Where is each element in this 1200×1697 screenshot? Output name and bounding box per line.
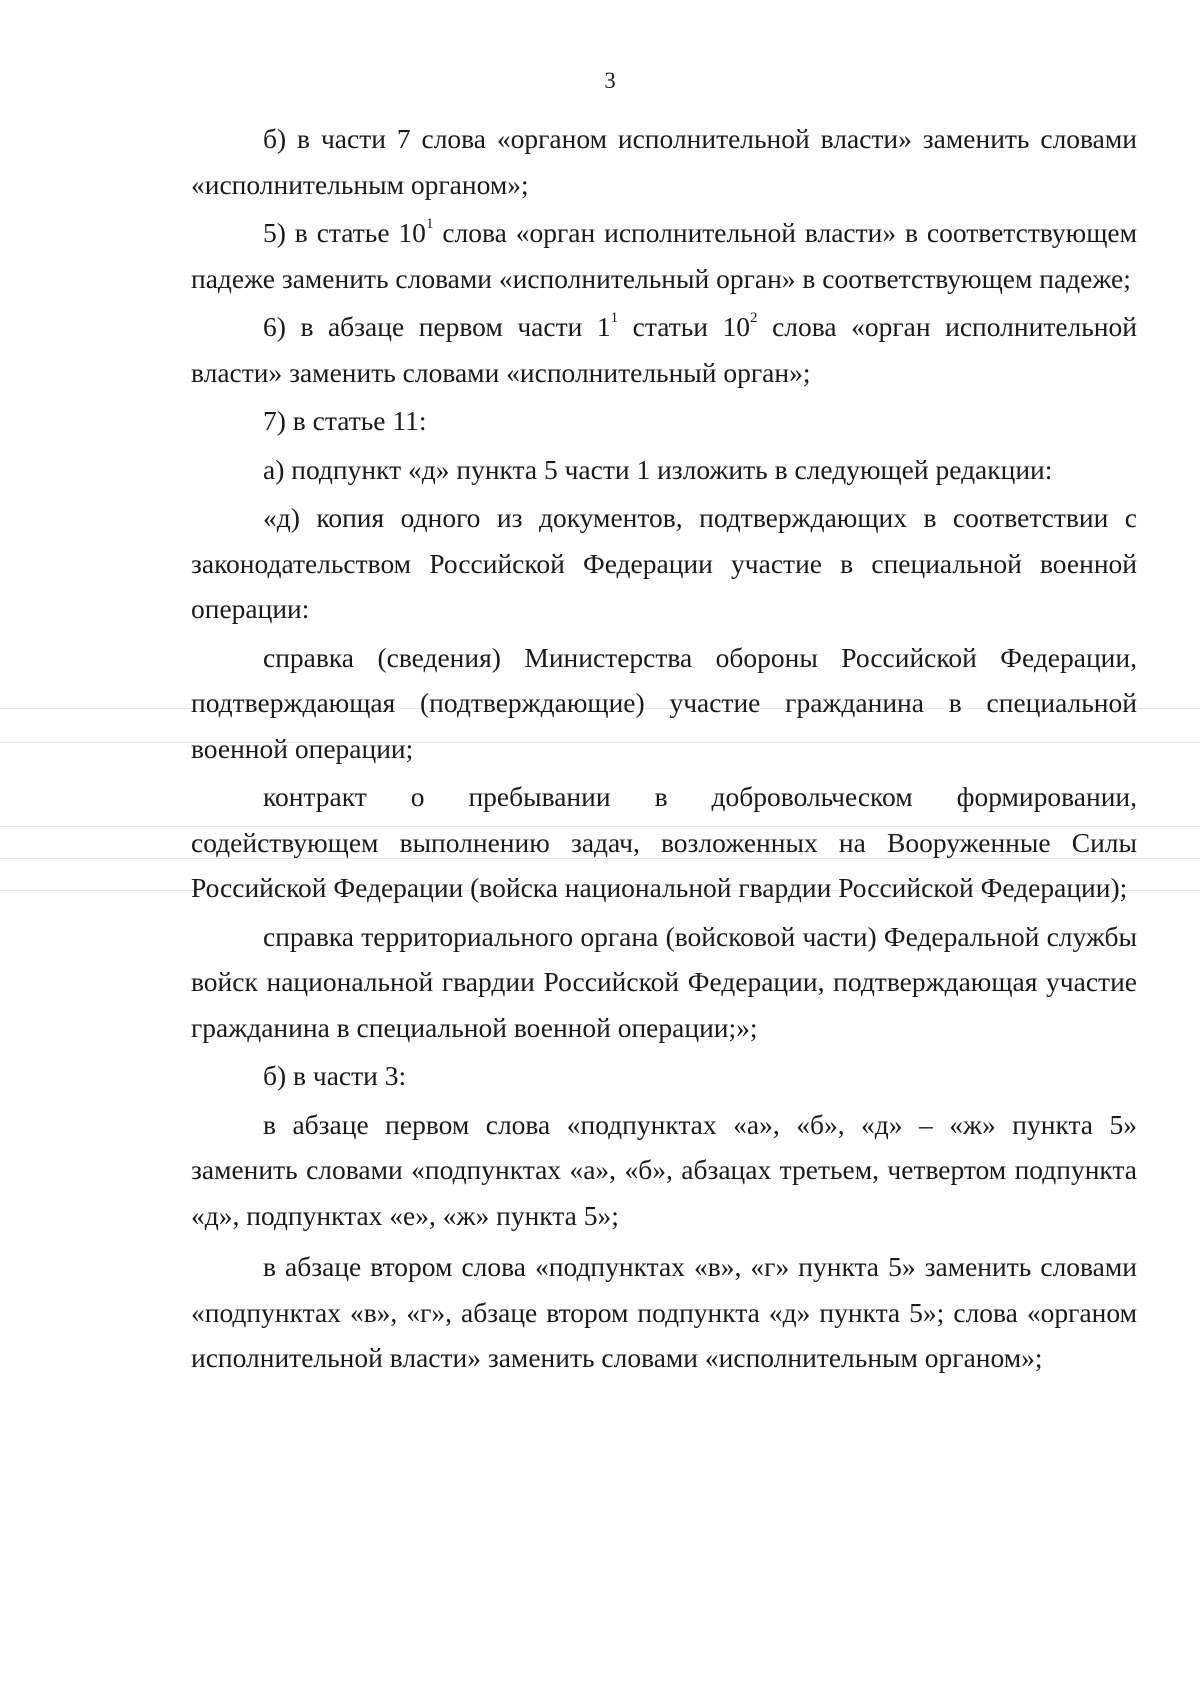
paragraph-a-subitem: а) подпункт «д» пункта 5 части 1 изложить в следующей редакции:: [263, 453, 1053, 485]
paragraph-d-copy: «д) копия одного из документов, подтверждающих в соответствии с законодательством Российской Федерации участие в специальной военной операции:: [191, 502, 1137, 624]
paragraph-defense-certificate: справка (сведения) Министерства обороны Российской Федерации, подтверждающая (подтверждающие) участие гражданина в специальной военной операции;: [191, 641, 1137, 764]
paragraph-volunteer-contract: контракт о пребывании в добровольческом формировании, содействующем выполнению задач, возложенных на Вооруженные Силы Российской Федерации (войска национальной гвардии Российской Федерации);: [191, 781, 1137, 903]
paragraph-item-7: 7) в статье 11:: [263, 405, 427, 436]
paragraph-b-part3: б) в части 3:: [263, 1060, 407, 1091]
paragraph-item-5: 5) в статье $10^1$ слова «орган исполнительной власти» в соответствующем падеже заменить словами «исполнительный орган» в соответствующем падеже;: [191, 215, 1137, 294]
page-number: 3: [604, 68, 616, 93]
paragraph-national-guard-certificate: справка территориального органа (войсковой части) Федеральной службы войск национальной гвардии Российской Федерации, подтверждающая участие гражданина в специальной военной операции;»;: [191, 920, 1137, 1043]
paragraph-item-6: 6) в абзаце первом части $1^1$ статьи $10^2$ слова «орган исполнительной власти» заменить словами «исполнительный орган»;: [191, 309, 1137, 388]
paragraph-first-abzac: в абзаце первом слова «подпунктах «а», «б», «д» – «ж» пункта 5» заменить словами «подпунктах «а», «б», абзацах третьем, четвертом подпункта «д», подпунктах «е», «ж» пункта 5»;: [191, 1108, 1137, 1231]
document-body: [191, 116, 1137, 1384]
paragraph-second-abzac: в абзаце втором слова «подпунктах «в», «г» пункта 5» заменить словами «подпунктах «в», «г», абзаце втором подпункта «д» пункта 5»; слова «органом исполнительной власти» заменить словами «исполнительным органом»;: [191, 1251, 1137, 1373]
paragraph-b-part7: б) в части 7 слова «органом исполнительной власти» заменить словами «исполнительным органом»;: [191, 123, 1137, 200]
